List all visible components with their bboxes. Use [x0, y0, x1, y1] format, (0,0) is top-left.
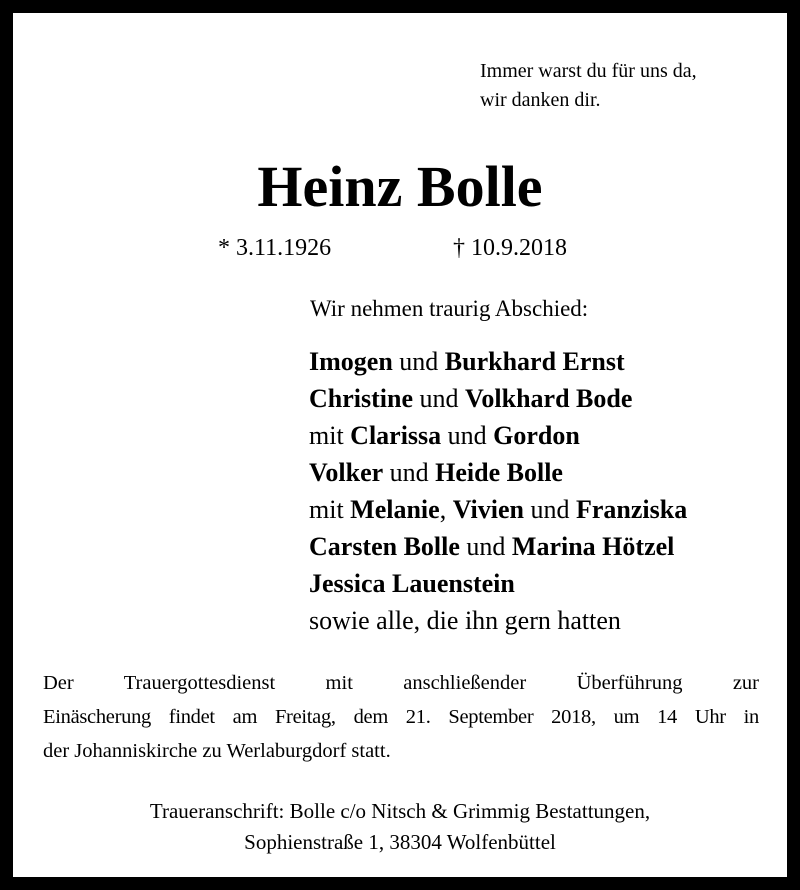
mourner-connector: und [392, 347, 445, 376]
mourner-connector: mit [309, 421, 351, 450]
service-line: Der Trauergottesdienst mit anschließender Überführung zur [43, 672, 759, 694]
mourner-connector: mit [309, 495, 351, 524]
farewell-intro: Wir nehmen traurig Abschied: [310, 296, 589, 321]
mourner-name: Clarissa [350, 421, 442, 450]
mourner-connector: und [441, 421, 494, 450]
address-line: Sophienstraße 1, 38304 Wolfenbüttel [244, 830, 556, 854]
death-date: † 10.9.2018 [453, 235, 567, 261]
motto-line: Immer warst du für uns da, [480, 60, 697, 82]
mourner-line [309, 343, 687, 380]
birth-date: * 3.11.1926 [218, 235, 332, 261]
motto-quote [480, 57, 697, 115]
address-line: Traueranschrift: Bolle c/o Nitsch & Grimmig Bestattungen, [149, 799, 651, 823]
mourner-connector: und [459, 532, 512, 561]
mourner-line [309, 380, 687, 417]
mourner-name: Gordon [493, 421, 580, 450]
mourners-list [309, 343, 687, 639]
service-line: Einäscherung findet am Freitag, dem 21. September 2018, um 14 Uhr in [43, 706, 759, 728]
mourner-line [309, 417, 687, 454]
mourner-name: Marina Hötzel [511, 532, 675, 561]
mourner-name: Volkhard Bode [465, 384, 633, 413]
funeral-service-text [43, 666, 759, 768]
mourner-connector: und [413, 384, 465, 413]
motto-line: wir danken dir. [480, 89, 601, 111]
mourner-connector: und [523, 495, 576, 524]
mourner-line [309, 491, 687, 528]
mourner-name: Christine [309, 384, 413, 413]
service-line: der Johanniskirche zu Werlaburgdorf statt. [43, 740, 391, 762]
mourner-name: Melanie [350, 495, 440, 524]
mourner-name: Vivien [452, 495, 524, 524]
mourning-address [13, 796, 787, 858]
mourner-name: Jessica Lauenstein [309, 569, 515, 598]
mourner-name: Volker [309, 458, 384, 487]
mourner-connector: sowie alle, die ihn gern hatten [309, 606, 621, 635]
mourner-connector: und [383, 458, 436, 487]
mourner-name: Burkhard Ernst [444, 347, 625, 376]
mourner-line [309, 602, 687, 639]
mourner-line [309, 565, 687, 602]
mourner-connector: , [439, 495, 453, 524]
mourner-name: Carsten Bolle [309, 532, 460, 561]
deceased-name: Heinz Bolle [257, 154, 543, 219]
mourner-line [309, 454, 687, 491]
mourner-name: Imogen [309, 347, 393, 376]
mourner-name: Heide Bolle [435, 458, 563, 487]
mourner-name: Franziska [575, 495, 688, 524]
mourner-line [309, 528, 687, 565]
